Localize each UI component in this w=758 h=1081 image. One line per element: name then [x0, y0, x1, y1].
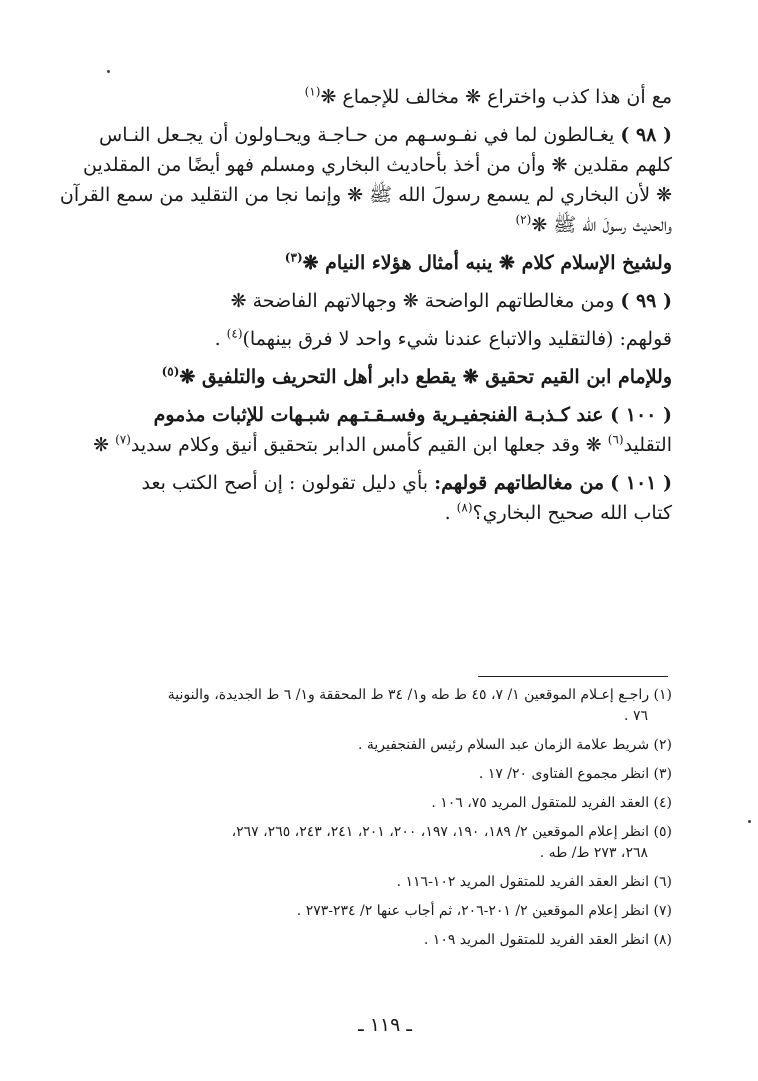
paragraph-number: ( ١٠١ ): [610, 472, 672, 494]
footnote-1: (١) راجـع إعـلام الموقعين ١/ ٧، ٤٥ ط طه و١/ ٣٤ ط المحققة و١/ ٦ ط الجديدة، والنونية: [167, 687, 672, 703]
quote-line: قولهم: (فالتقليد والاتباع عندنا شيء واحد لا فرق بينهما)$^{(٤)}$ .: [214, 326, 672, 350]
paragraph-101-line: كتاب الله صحيح البخاري؟$^{(٨)}$ .: [444, 500, 672, 524]
footnote-7: (٧) انظر إعلام الموقعين ٢/ ٢٠١-٢٠٦، ثم أجاب عنها ٢/ ٢٣٤-٢٧٣ .: [296, 903, 672, 919]
paragraph-98-line: ( ٩٨ ) يغـالطون لما في نفـوسـهم من حـاجـة ويحـاولون أن يجـعل النـاس: [99, 124, 672, 146]
paragraph-98-line: ❋ لأن البخاري لم يسمع رسولَ الله ﷺ ❋ وإنما نجا من التقليد من سمع القرآن: [59, 184, 672, 206]
footnote-ref: (١): [304, 84, 321, 99]
main-text: [59, 78, 672, 524]
footnote-5-continued: ٢٦٨، ٢٧٣ ط/ طه .: [539, 845, 648, 861]
scan-speck: [748, 820, 751, 823]
footnote-ref: (٧): [115, 432, 131, 447]
paragraph-number: ( ٩٩ ): [620, 290, 672, 312]
paragraph-99-line: ( ٩٩ ) ومن مغالطاتهم الواضحة ❋ وجهالاتهم الفاضحة ❋: [230, 290, 672, 312]
footnote-8: (٨) انظر العقد الفريد للمتقول المريد ١٠٩ .: [423, 932, 672, 948]
paragraph-98-line: كلهم مقلدين ❋ وأن من أخذ بأحاديث البخاري ومسلم فهو أيضًا من المقلدين: [83, 154, 672, 176]
footnote-ref: (٣): [284, 250, 303, 265]
footnote-ref: (٤): [226, 326, 243, 341]
footnote-ref: (٥): [161, 364, 180, 379]
page-number: ـ ١١٩ ـ: [358, 1014, 412, 1036]
footnote-4: (٤) العقد الفريد للمتقول المريد ٧٥، ١٠٦ .: [431, 795, 672, 811]
footnote-ref: (٨): [456, 500, 473, 515]
footnote-5: (٥) انظر إعلام الموقعين ٢/ ١٨٩، ١٩٠، ١٩٧، ٢٠٠، ٢٠١، ٢٤١، ٢٤٣، ٢٦٥، ٢٦٧،: [231, 824, 672, 840]
paragraph-number: ( ١٠٠ ): [610, 404, 672, 426]
shaykh-heading: ولشيخ الإسلام كلام ❋ ينبه أمثال هؤلاء النيام ❋$^{(٣)}$: [284, 250, 672, 274]
imam-heading: وللإمام ابن القيم تحقيق ❋ يقطع دابر أهل التحريف والتلفيق ❋$^{(٥)}$: [161, 364, 672, 388]
text-line: مع أن هذا كذب واختراع ❋ مخالف للإجماع ❋$^{(١)}$: [304, 84, 672, 108]
footnote-divider: [478, 676, 668, 677]
paragraph-100-line: التقليد$^{(٦)}$ ❋ وقد جعلها ابن القيم كأمس الدابر بتحقيق أنيق وكلام سديد$^{(٧)}$ ❋: [93, 432, 672, 456]
scan-speck: [107, 70, 110, 73]
paragraph-98-line: والحديث رسولَ الله ﷺ ❋$^{(٢)}$: [515, 212, 672, 236]
footnote-ref: (٦): [607, 432, 624, 447]
footnote-2: (٢) شريط علامة الزمان عبد السلام رئيس الفنجفيرية .: [357, 737, 672, 753]
paragraph-100-line: ( ١٠٠ ) عند كـذبـة الفنجفيـرية وفسـقـتـهم شبـهات للإثبات مذموم: [153, 404, 672, 426]
footnotes: [96, 686, 672, 960]
footnote-3: (٣) انظر مجموع الفتاوى ٢٠/ ١٧ .: [478, 766, 672, 782]
paragraph-101-line: ( ١٠١ ) من مغالطاتهم قولهم: بأي دليل تقولون : إن أصح الكتب بعد: [141, 472, 672, 494]
paragraph-number: ( ٩٨ ): [620, 124, 672, 146]
footnote-1-continued: ٧٦ .: [624, 708, 648, 724]
footnote-ref: (٢): [515, 212, 532, 227]
footnote-6: (٦) انظر العقد الفريد للمتقول المريد ١٠٢-١١٦ .: [396, 874, 672, 890]
